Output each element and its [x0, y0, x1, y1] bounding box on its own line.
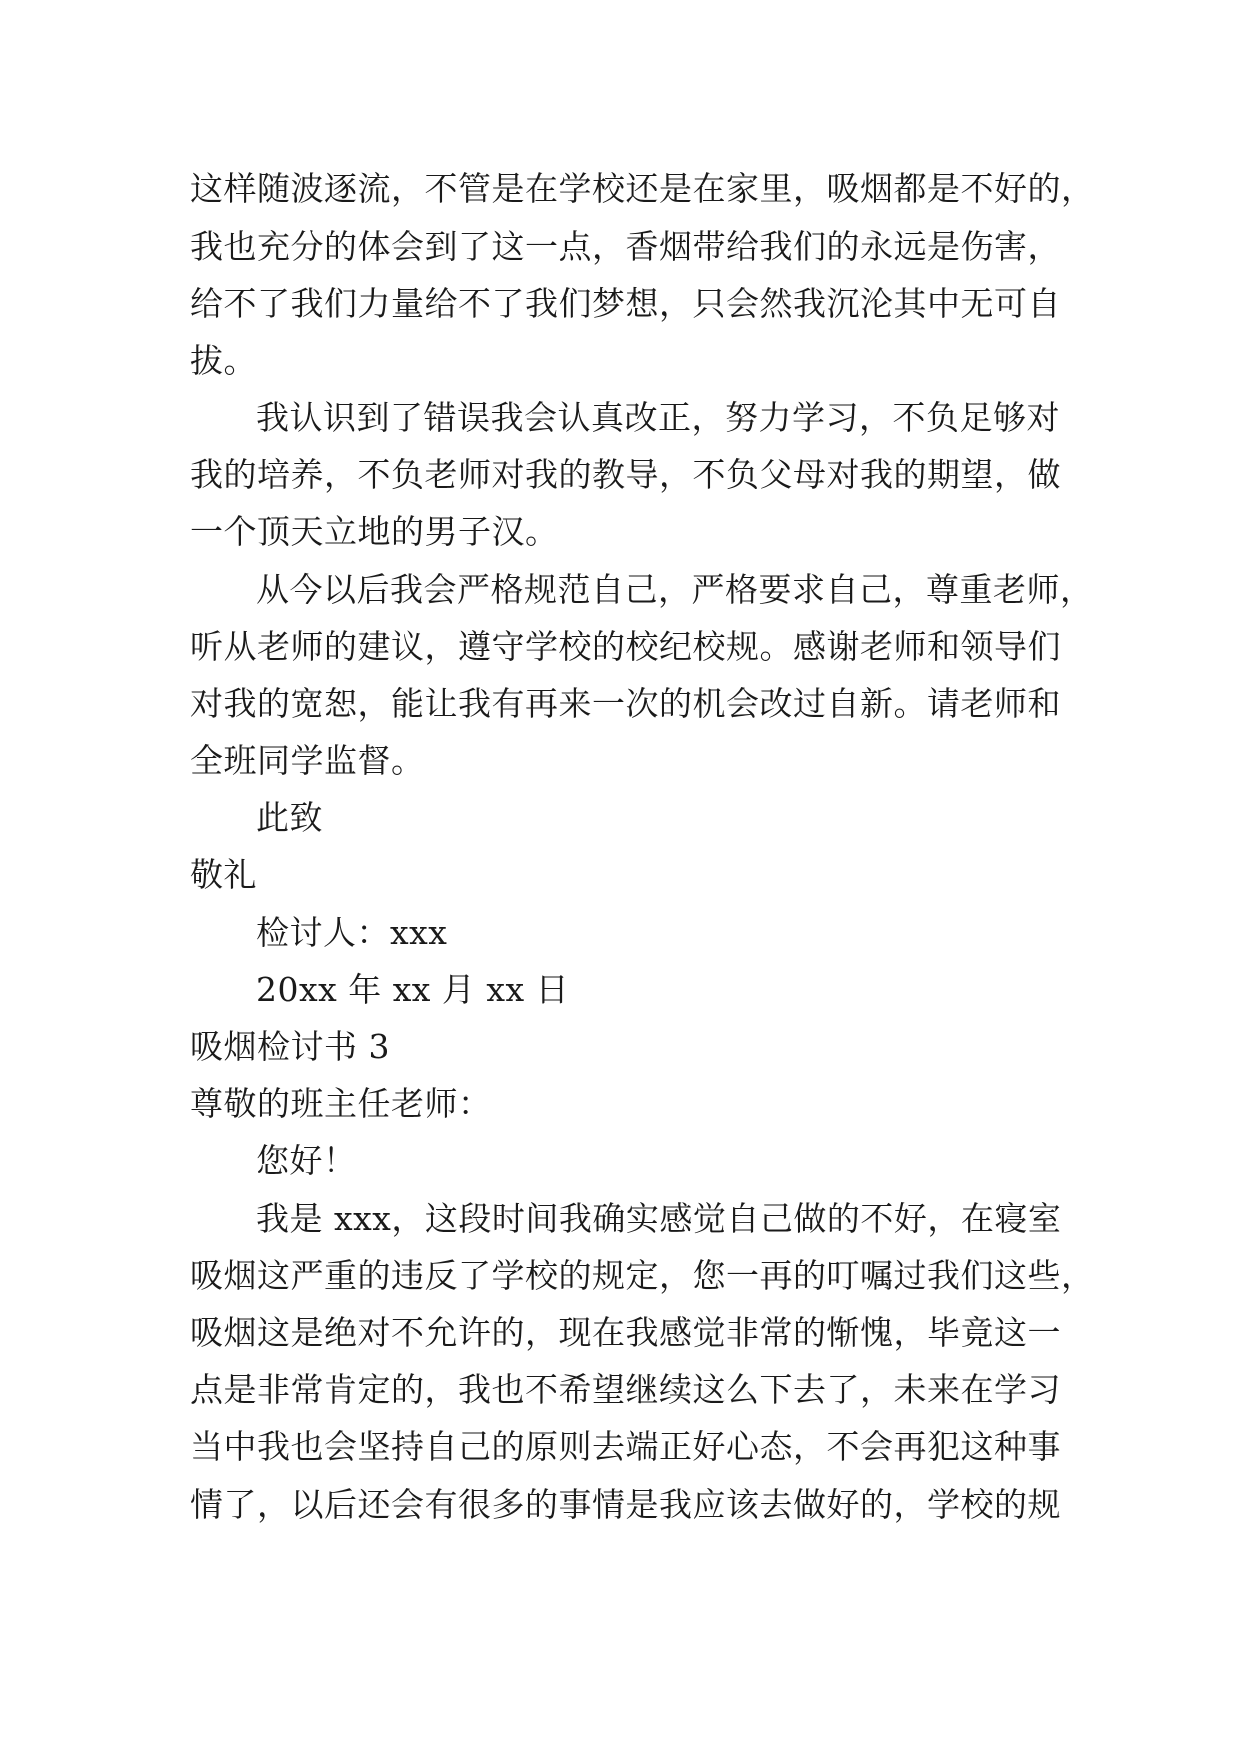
paragraph-line: 全班同学监督。 [190, 741, 425, 780]
paragraph-line: 这样随波逐流，不管是在学校还是在家里，吸烟都是不好的， [190, 169, 1095, 208]
paragraph-line: 听从老师的建议，遵守学校的校纪校规。感谢老师和领导们 [190, 627, 1061, 666]
section-title: 吸烟检讨书 3 [190, 1027, 390, 1066]
paragraph-line: 从今以后我会严格规范自己，严格要求自己，尊重老师， [256, 570, 1094, 609]
paragraph-line: 点是非常肯定的，我也不希望继续这么下去了，未来在学习 [190, 1370, 1061, 1409]
paragraph-line: 当中我也会坚持自己的原则去端正好心态，不会再犯这种事 [190, 1427, 1061, 1466]
paragraph-line: 拔。 [190, 341, 257, 380]
greeting: 您好！ [256, 1141, 357, 1180]
date-line: 20xx 年 xx 月 xx 日 [256, 970, 570, 1009]
paragraph-line: 对我的宽恕，能让我有再来一次的机会改过自新。请老师和 [190, 684, 1061, 723]
paragraph-line: 给不了我们力量给不了我们梦想，只会然我沉沦其中无可自 [190, 284, 1061, 323]
signer-name: 检讨人：xxx [256, 913, 448, 952]
paragraph-line: 我是 xxx，这段时间我确实感觉自己做的不好，在寝室 [256, 1199, 1062, 1238]
closing-regards: 敬礼 [190, 855, 257, 894]
paragraph-line: 我也充分的体会到了这一点，香烟带给我们的永远是伤害， [190, 227, 1061, 266]
paragraph-line: 情了，以后还会有很多的事情是我应该去做好的，学校的规 [190, 1485, 1061, 1524]
paragraph-line: 一个顶天立地的男子汉。 [190, 512, 559, 551]
paragraph-line: 吸烟这是绝对不允许的，现在我感觉非常的惭愧，毕竟这一 [190, 1313, 1061, 1352]
paragraph-line: 我的培养，不负老师对我的教导，不负父母对我的期望，做 [190, 455, 1061, 494]
closing-text: 此致 [256, 798, 323, 837]
salutation: 尊敬的班主任老师： [190, 1084, 492, 1123]
paragraph-line: 吸烟这严重的违反了学校的规定，您一再的叮嘱过我们这些， [190, 1256, 1095, 1295]
paragraph-line: 我认识到了错误我会认真改正，努力学习，不负足够对 [256, 398, 1060, 437]
